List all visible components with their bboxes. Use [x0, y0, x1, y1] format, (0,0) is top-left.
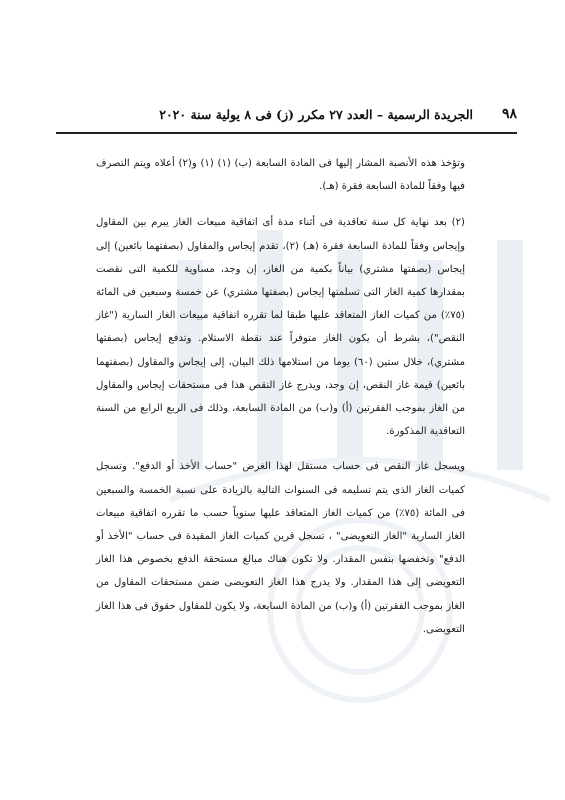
paragraph-take-or-pay: ويسجل غاز النقص فى حساب مستقل لهذا الغرض "حساب الأخذ أو الدفع". وتسجل كميات الغاز الذى يتم تسليمه فى السنوات التالية بالزيادة على نسبة الخمسة والسبعين فى المائة (٧٥٪) من كميات الغاز المتعاقد عليها سنوياً حسب ما تقرره اتفاقية مبيعات الغاز السارية "الغاز التعويضى" ، تسجل قرين كميات الغاز المقيدة فى حساب "الأخذ أو الدفع" وتخفضها بنفس المقدار. ولا تكون هناك مبالغ مستحقة الدفع بخصوص هذا الغاز التعويضى إلى هذا المقدار. ولا يدرج هذا الغاز التعويضى ضمن مستحقات المقاول من الغاز بموجب الفقرتين (أ) و(ب) من المادة السابعة، ولا يكون للمقاول حقوق فى هذا الغاز التعويضى. [96, 461, 465, 635]
gazette-header-title: الجريدة الرسمية – العدد ٢٧ مكرر (ز) فى ٨ يولية سنة ٢٠٢٠ [159, 107, 473, 122]
paragraph-intro: وتؤخذ هذه الأنصبة المشار إليها فى المادة السابعة (ب) (١) (١) و(٢) أعلاه ويتم التصرف فيها وفقاً للمادة السابعة فقرة (هـ). [96, 158, 465, 193]
page-header [56, 106, 517, 134]
paragraph-clause-2: (٢) بعد نهاية كل سنة تعاقدية فى أثناء مدة أى اتفاقية مبيعات الغاز يبرم بين المقاول وإيجاس وفقاً للمادة السابعة فقرة (هـ) (٢)، تقدم إيجاس والمقاول (بصفتهما بائعين) إلى إيجاس (بصفتها مشتري) بياناً بكمية من الغاز، إن وجد، مساوية للكمية التى نقصت بمقدارها كمية الغاز التى تسلمتها إيجاس (بصفتها مشتري) عن خمسة وسبعين فى المائة (٧٥٪) من كميات الغاز المتعاقد عليها طبقا لما تقرره اتفاقية مبيعات الغاز السارية ("غاز النقص")، بشرط أن يكون الغاز متوفراً عند نقطة الاستلام. وتدفع إيجاس (بصفتها مشتري)، خلال ستين (٦٠) يوما من استلامها ذلك البيان، إلى إيجاس والمقاول (بصفتهما بائعين) قيمة غاز النقص، إن وجد، ويدرج غاز النقص هذا فى مستحقات إيجاس والمقاول من الغاز بموجب الفقرتين (أ) و(ب) من المادة السابعة، وذلك فى الربع الرابع من السنة التعاقدية المذكورة. [96, 217, 466, 438]
document-body [96, 152, 465, 641]
header-divider [56, 132, 517, 134]
page-number: ٩٨ [501, 106, 517, 122]
